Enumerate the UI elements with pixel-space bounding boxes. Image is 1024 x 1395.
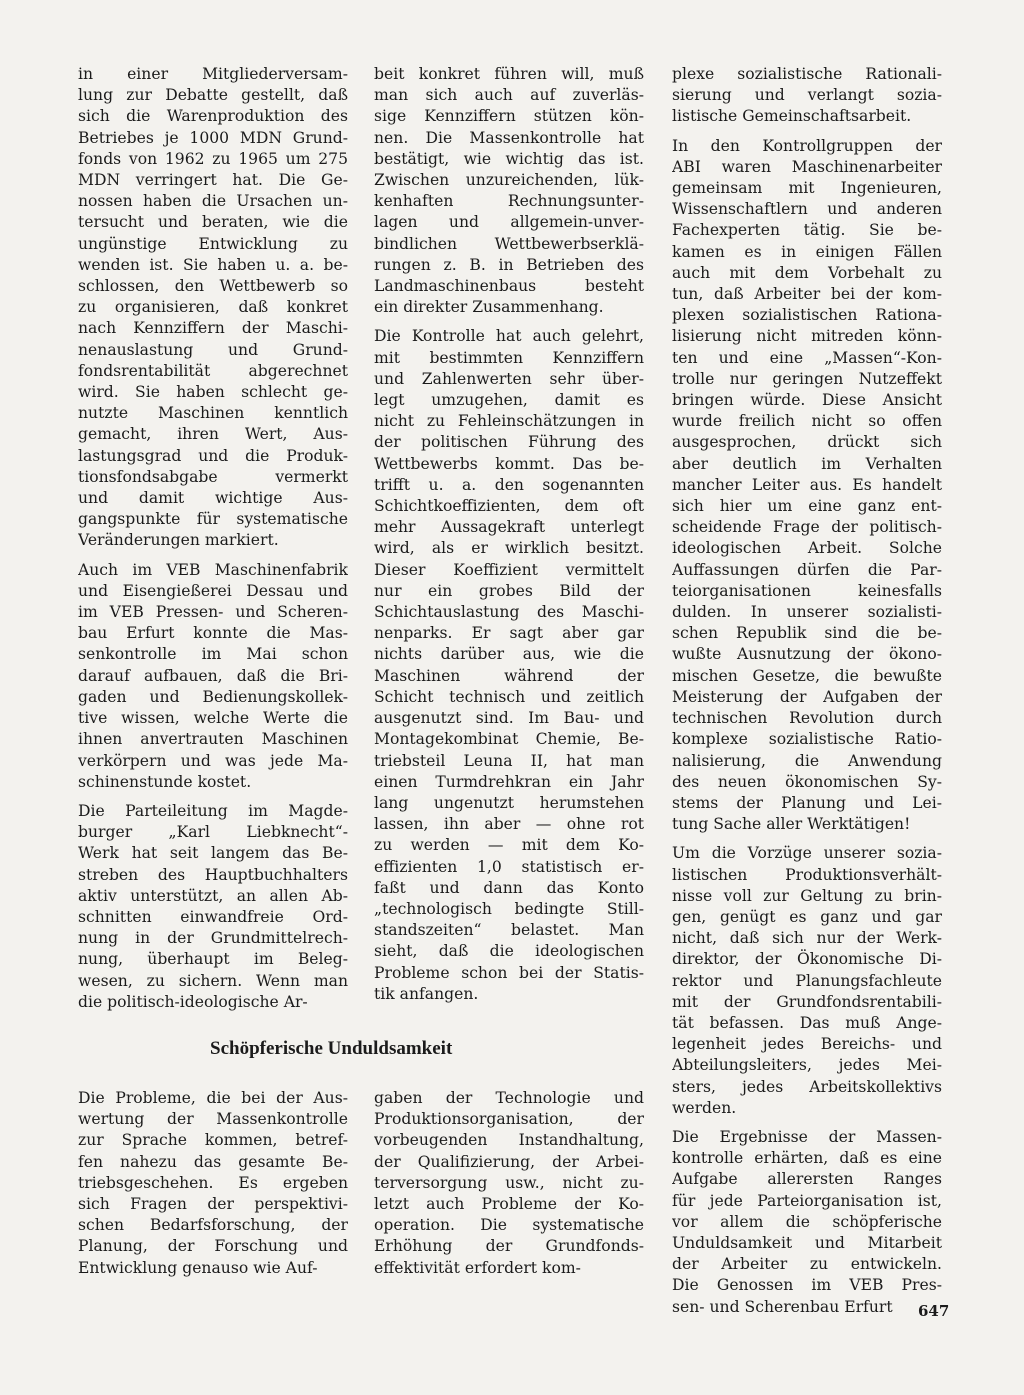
text-line: Zwischen unzureichenden, lük- — [374, 171, 644, 190]
text-line: plexen sozialistischen Rationa- — [672, 306, 942, 325]
text-line: triebsgeschehen. Es ergeben — [78, 1173, 348, 1192]
text-line: tät befassen. Das muß Ange- — [672, 1013, 942, 1032]
text-line: sierung und verlangt sozia- — [672, 86, 942, 105]
text-line: trifft u. a. den sogenannten — [374, 475, 644, 494]
text-line: und damit wichtige Aus- — [78, 489, 348, 508]
paragraph — [374, 1088, 644, 1279]
text-line: kontrolle erhärten, daß es eine — [672, 1149, 942, 1168]
text-line: Aufgabe allerersten Ranges — [672, 1170, 942, 1189]
text-line: und Zahlenwerten sehr über- — [374, 369, 644, 388]
text-line: Betriebes je 1000 MDN Grund- — [78, 128, 348, 147]
text-line: mit der Grundfondsrentabili- — [672, 992, 942, 1011]
text-line: Auffassungen dürfen die Par- — [672, 560, 942, 579]
text-line: effektivität erfordert kom- — [374, 1258, 581, 1277]
section-heading: Schöpferische Unduldsamkeit — [210, 1038, 453, 1059]
text-line: nen. Die Massenkontrolle hat — [374, 128, 644, 147]
text-line: schen Republik sind die be- — [672, 624, 942, 643]
text-line: Schichtauslastung des Maschi- — [374, 603, 644, 622]
text-line: schinenstunde kostet. — [78, 772, 252, 791]
text-line: nach Kennziffern der Maschi- — [78, 319, 348, 338]
text-line: wußte Ausnutzung der ökono- — [672, 645, 942, 664]
text-line: im VEB Pressen- und Scheren- — [78, 603, 348, 622]
column-3 — [672, 64, 942, 1326]
text-line: gangspunkte für systematische — [78, 510, 348, 529]
text-line: nutzte Maschinen kenntlich — [78, 404, 348, 423]
paragraph — [672, 64, 942, 128]
text-line: dulden. In unserer sozialisti- — [672, 603, 942, 622]
text-line: sich hier um eine ganz ent- — [672, 497, 942, 516]
text-line: mancher Leiter aus. Es handelt — [672, 475, 942, 494]
text-line: kamen es in einigen Fällen — [672, 242, 942, 261]
text-line: Planung, der Forschung und — [78, 1237, 348, 1256]
text-line: Werk hat seit langem das Be- — [78, 844, 348, 863]
text-line: in einer Mitgliederversam- — [78, 65, 348, 83]
text-line: Schicht technisch und zeitlich — [374, 687, 644, 706]
text-line: nicht, daß sich nur der Werk- — [672, 929, 942, 948]
paragraph — [78, 801, 348, 1013]
text-line: rektor und Planungsfachleute — [672, 971, 942, 990]
text-line: zur Sprache kommen, betref- — [78, 1131, 348, 1150]
text-line: nung, überhaupt im Beleg- — [78, 950, 348, 969]
text-line: triebsteil Leuna II, hat man — [374, 751, 644, 770]
text-line: vorbeugenden Instandhaltung, — [374, 1131, 644, 1150]
text-line: nalisierung, die Anwendung — [672, 751, 942, 770]
text-line: Fachexperten tätig. Sie be- — [672, 221, 942, 240]
text-line: verkörpern und was jede Ma- — [78, 751, 348, 770]
text-line: Landmaschinenbaus besteht — [374, 277, 644, 296]
paragraph — [78, 1088, 348, 1279]
text-line: Maschinen während der — [374, 666, 644, 685]
text-line: wesen, zu sichern. Wenn man — [78, 971, 348, 990]
text-line: technischen Revolution durch — [672, 709, 942, 728]
text-line: faßt und dann das Konto — [374, 878, 644, 897]
text-line: sich Fragen der perspektivi- — [78, 1195, 348, 1214]
text-line: bringen würde. Diese Ansicht — [672, 391, 942, 410]
text-line: komplexe sozialistische Ratio- — [672, 730, 942, 749]
text-line: aber deutlich im Verhalten — [672, 454, 942, 473]
text-line: lisierung nicht mitreden könn- — [672, 327, 942, 346]
text-line: kenhaften Rechnungsunter- — [374, 192, 644, 211]
text-line: tun, daß Arbeiter bei der kom- — [672, 285, 942, 304]
text-line: Montagekombinat Chemie, Be- — [374, 730, 644, 749]
text-line: teiorganisationen keinesfalls — [672, 581, 942, 600]
text-line: sich die Warenproduktion des — [78, 107, 348, 126]
text-line: Meisterung der Aufgaben der — [672, 687, 942, 706]
text-line: nicht zu Fehleinschätzungen in — [374, 412, 644, 431]
text-line: lassen, ihn aber — ohne rot — [374, 815, 644, 834]
text-line: ungünstige Entwicklung zu — [78, 234, 348, 253]
text-line: ABI waren Maschinenarbeiter — [672, 157, 942, 176]
paragraph — [672, 843, 942, 1119]
paragraph — [672, 136, 942, 836]
text-line: wird, als er wirklich besitzt. — [374, 539, 644, 558]
text-line: letzt auch Probleme der Ko- — [374, 1195, 644, 1214]
text-line: nisse voll zur Geltung zu brin- — [672, 886, 942, 905]
text-line: wird. Sie haben schlecht ge- — [78, 383, 348, 402]
text-line: tik anfangen. — [374, 984, 479, 1003]
text-line: Wettbewerbs kommt. Das be- — [374, 454, 644, 473]
text-line: vor allem die schöpferische — [672, 1212, 942, 1231]
text-line: und Eisengießerei Dessau und — [78, 581, 348, 600]
text-line: des neuen ökonomischen Sy- — [672, 772, 942, 791]
text-line: wertung der Massenkontrolle — [78, 1110, 348, 1129]
text-line: Wissenschaftlern und anderen — [672, 200, 942, 219]
text-line: ihnen anvertrauten Maschinen — [78, 730, 348, 749]
text-line: stems der Planung und Lei- — [672, 793, 942, 812]
text-line: MDN verringert hat. Die Ge- — [78, 171, 348, 190]
text-line: ein direkter Zusammenhang. — [374, 298, 604, 317]
text-line: sige Kennziffern stützen kön- — [374, 107, 644, 126]
text-line: Unduldsamkeit und Mitarbeit — [672, 1233, 942, 1252]
text-line: terversorgung usw., nicht zu- — [374, 1173, 644, 1192]
text-line: operation. Die systematische — [374, 1216, 644, 1235]
text-line: standszeiten“ belastet. Man — [374, 921, 644, 940]
text-line: zu werden — mit dem Ko- — [374, 836, 644, 855]
text-line: Erhöhung der Grundfonds- — [374, 1237, 644, 1256]
text-line: Auch im VEB Maschinenfabrik — [78, 560, 348, 579]
text-line: tive wissen, welche Werte die — [78, 709, 348, 728]
text-line: lagen und allgemein-unver- — [374, 213, 644, 232]
text-line: ten und eine „Massen“-Kon- — [672, 348, 942, 367]
text-line: fondsrentabilität abgerechnet — [78, 361, 348, 380]
text-line: darauf aufbauen, daß die Bri- — [78, 666, 348, 685]
text-line: legenheit jedes Bereichs- und — [672, 1035, 942, 1054]
text-line: nur ein grobes Bild der — [374, 581, 644, 600]
text-line: nenparks. Er sagt aber gar — [374, 624, 644, 643]
text-line: Produktionsorganisation, der — [374, 1110, 644, 1129]
text-line: schen Bedarfsforschung, der — [78, 1216, 348, 1235]
text-line: Dieser Koeffizient vermittelt — [374, 560, 644, 579]
text-line: Probleme schon bei der Statis- — [374, 963, 644, 982]
text-line: listische Gemeinschaftsarbeit. — [672, 107, 912, 126]
text-line: mischen Gesetze, die bewußte — [672, 666, 942, 685]
text-line: nung in der Grundmittelrech- — [78, 929, 348, 948]
text-line: Die Genossen im VEB Pres- — [672, 1276, 942, 1295]
text-line: werden. — [672, 1098, 737, 1117]
text-line: Die Ergebnisse der Massen- — [672, 1127, 942, 1146]
text-line: nenauslastung und Grund- — [78, 340, 348, 359]
text-line: zu organisieren, daß konkret — [78, 298, 348, 317]
text-line: sen- und Scherenbau Erfurt — [672, 1297, 893, 1316]
text-line: sieht, daß die ideologischen — [374, 942, 644, 961]
text-line: fen nahezu das gesamte Be- — [78, 1152, 348, 1171]
paragraph — [672, 1127, 942, 1318]
text-line: auch mit dem Vorbehalt zu — [672, 263, 942, 282]
text-line: nossen haben die Ursachen un- — [78, 192, 348, 211]
text-line: rungen z. B. in Betrieben des — [374, 255, 644, 274]
text-line: „technologisch bedingte Still- — [374, 899, 644, 918]
text-line: die politisch-ideologische Ar- — [78, 992, 308, 1011]
text-line: bestätigt, wie wichtig das ist. — [374, 149, 644, 168]
text-line: lung zur Debatte gestellt, daß — [78, 86, 348, 105]
text-line: plexe sozialistische Rationali- — [672, 65, 942, 83]
text-line: schnitten einwandfreie Ord- — [78, 907, 348, 926]
text-line: bau Erfurt konnte die Mas- — [78, 624, 348, 643]
text-line: streben des Hauptbuchhalters — [78, 865, 348, 884]
text-line: der politischen Führung des — [374, 433, 644, 452]
page-number: 647 — [918, 1302, 950, 1320]
text-line: Die Probleme, die bei der Aus- — [78, 1089, 348, 1107]
text-line: Die Kontrolle hat auch gelehrt, — [374, 327, 644, 346]
column-5 — [374, 1088, 644, 1287]
text-line: trolle nur geringen Nutzeffekt — [672, 369, 942, 388]
text-line: lang ungenutzt herumstehen — [374, 793, 644, 812]
text-line: scheidende Frage der politisch- — [672, 518, 942, 537]
text-line: sters, jedes Arbeitskollektivs — [672, 1077, 942, 1096]
text-line: bindlichen Wettbewerbserklä- — [374, 234, 644, 253]
paragraph — [374, 326, 644, 1005]
text-line: gemeinsam mit Ingenieuren, — [672, 179, 942, 198]
text-line: Um die Vorzüge unserer sozia- — [672, 844, 942, 863]
text-line: Entwicklung genauso wie Auf- — [78, 1258, 318, 1277]
text-line: Die Parteileitung im Magde- — [78, 801, 348, 820]
text-line: lastungsgrad und die Produk- — [78, 446, 348, 465]
text-line: listischen Produktionsverhält- — [672, 865, 942, 884]
text-line: ausgenutzt sind. Im Bau- und — [374, 709, 644, 728]
column-4 — [78, 1088, 348, 1287]
text-line: mit bestimmten Kennziffern — [374, 348, 644, 367]
text-line: für jede Parteiorganisation ist, — [672, 1191, 942, 1210]
text-line: einen Turmdrehkran ein Jahr — [374, 772, 644, 791]
column-1 — [78, 64, 348, 1021]
text-line: In den Kontrollgruppen der — [672, 136, 942, 155]
text-line: beit konkret führen will, muß — [374, 65, 644, 83]
text-line: senkontrolle im Mai schon — [78, 645, 348, 664]
text-line: man sich auch auf zuverläs- — [374, 86, 644, 105]
paragraph — [78, 64, 348, 552]
text-line: legt umzugehen, damit es — [374, 391, 644, 410]
text-line: burger „Karl Liebknecht“- — [78, 823, 348, 842]
text-line: schlossen, den Wettbewerb so — [78, 277, 348, 296]
text-line: Veränderungen markiert. — [78, 531, 279, 550]
text-line: der Arbeiter zu entwickeln. — [672, 1255, 942, 1274]
text-line: fonds von 1962 zu 1965 um 275 — [78, 149, 348, 168]
text-line: gaben der Technologie und — [374, 1089, 644, 1107]
text-line: wenden ist. Sie haben u. a. be- — [78, 255, 348, 274]
text-line: ideologischen Arbeit. Solche — [672, 539, 942, 558]
text-line: der Qualifizierung, der Arbei- — [374, 1152, 644, 1171]
text-line: tionsfondsabgabe vermerkt — [78, 467, 348, 486]
text-line: ausgesprochen, drückt sich — [672, 433, 942, 452]
paragraph — [78, 560, 348, 793]
text-line: nichts darüber aus, wie die — [374, 645, 644, 664]
column-2 — [374, 64, 644, 1013]
text-line: gemacht, ihren Wert, Aus- — [78, 425, 348, 444]
text-line: Schichtkoeffizienten, dem oft — [374, 497, 644, 516]
text-line: gaden und Bedienungskollek- — [78, 687, 348, 706]
text-line: wurde freilich nicht so offen — [672, 412, 942, 431]
text-line: direktor, der Ökonomische Di- — [672, 950, 942, 969]
text-line: mehr Aussagekraft unterlegt — [374, 518, 644, 537]
text-line: gen, genügt es ganz und gar — [672, 907, 942, 926]
text-line: tung Sache aller Werktätigen! — [672, 815, 911, 834]
text-line: aktiv unterstützt, an allen Ab- — [78, 886, 348, 905]
paragraph — [374, 64, 644, 318]
text-line: Abteilungsleiters, jedes Mei- — [672, 1056, 942, 1075]
text-line: tersucht und beraten, wie die — [78, 213, 348, 232]
text-line: effizienten 1,0 statistisch er- — [374, 857, 644, 876]
